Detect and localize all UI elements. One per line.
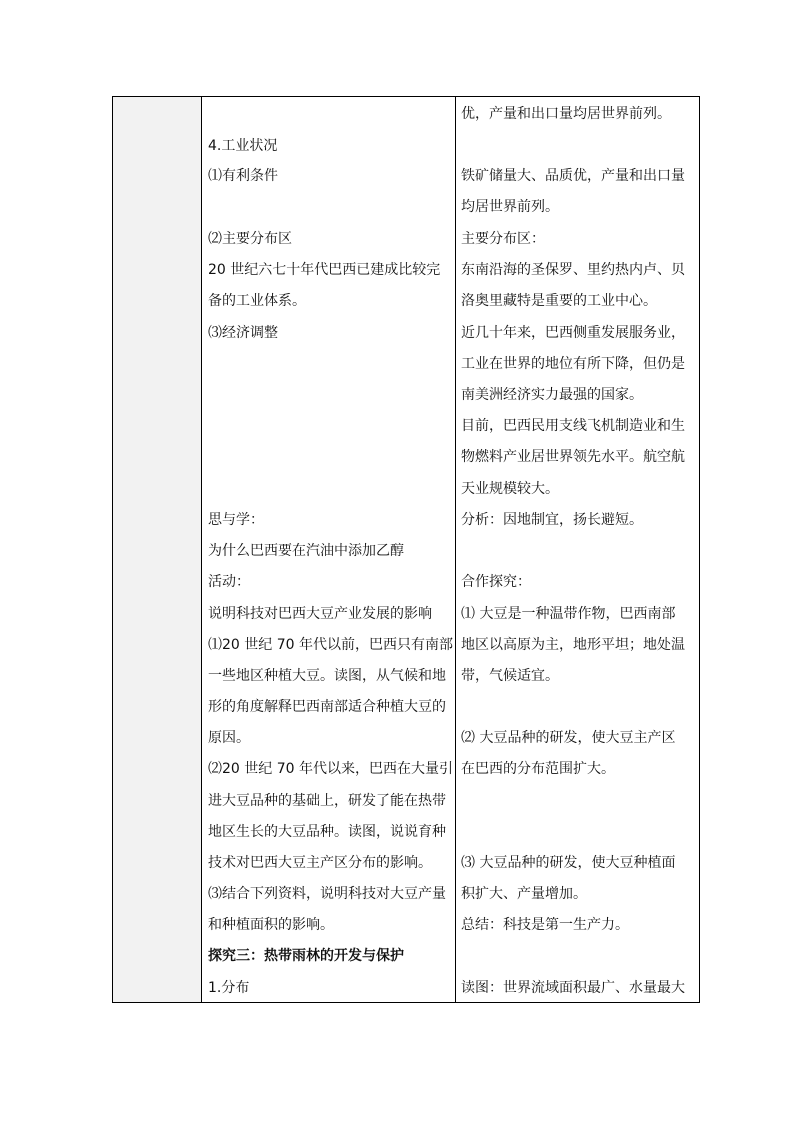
- text-line: 南美洲经济实力最强的国家。: [461, 387, 643, 403]
- text-line: 铁矿储量大、品质优，产量和出口量: [461, 168, 685, 184]
- text-line: 主要分布区：: [461, 231, 545, 247]
- middle-column-cell: [202, 97, 456, 1003]
- text-line: ⑴20 世纪 70 年代以前，巴西只有南部: [208, 637, 453, 653]
- text-line: 目前，巴西民用支线飞机制造业和生: [461, 418, 685, 434]
- text-line: ⑵ 大豆品种的研发，使大豆主产区: [461, 730, 676, 746]
- text-line: 原因。: [208, 730, 250, 746]
- text-line: 地区以高原为主，地形平坦；地处温: [461, 637, 685, 653]
- text-line: 4.工业状况: [208, 138, 278, 154]
- text-line: 东南沿海的圣保罗、里约热内卢、贝: [461, 262, 685, 278]
- text-line: 积扩大、产量增加。: [461, 886, 587, 902]
- text-line: ⑴有利条件: [208, 168, 278, 184]
- text-line: 一些地区种植大豆。读图，从气候和地: [208, 668, 446, 684]
- text-line: 物燃料产业居世界领先水平。航空航: [461, 449, 685, 465]
- text-line: 天业规模较大。: [461, 481, 559, 497]
- text-line: 分析：因地制宜，扬长避短。: [461, 512, 643, 528]
- section-heading: 探究三：热带雨林的开发与保护: [208, 948, 404, 964]
- text-line: 20 世纪六七十年代巴西已建成比较完: [208, 262, 441, 278]
- text-line: 地区生长的大豆品种。读图，说说育种: [208, 824, 446, 840]
- text-line: 总结：科技是第一生产力。: [461, 917, 629, 933]
- text-line: 为什么巴西要在汽油中添加乙醇: [208, 543, 404, 559]
- text-line: 带，气候适宜。: [461, 668, 559, 684]
- text-line: 均居世界前列。: [461, 199, 559, 215]
- text-line: ⑵20 世纪 70 年代以来，巴西在大量引: [208, 761, 453, 777]
- text-line: ⑴ 大豆是一种温带作物，巴西南部: [461, 606, 676, 622]
- text-line: ⑶结合下列资料，说明科技对大豆产量: [208, 886, 446, 902]
- text-line: 1.分布: [208, 980, 250, 996]
- left-column-cell: [113, 97, 202, 1003]
- lesson-table: [112, 96, 700, 1003]
- text-line: 技术对巴西大豆主产区分布的影响。: [208, 855, 432, 871]
- text-line: 近几十年来，巴西侧重发展服务业，: [461, 325, 685, 341]
- text-line: 优，产量和出口量均居世界前列。: [461, 106, 671, 122]
- text-line: 和种植面积的影响。: [208, 917, 334, 933]
- right-column-cell: [456, 97, 700, 1003]
- text-line: ⑵主要分布区: [208, 231, 292, 247]
- text-line: 进大豆品种的基础上，研发了能在热带: [208, 793, 446, 809]
- text-line: 在巴西的分布范围扩大。: [461, 761, 615, 777]
- text-line: 形的角度解释巴西南部适合种植大豆的: [208, 699, 446, 715]
- table-row: [113, 97, 700, 1003]
- text-line: ⑶经济调整: [208, 325, 278, 341]
- text-line: 洛奥里藏特是重要的工业中心。: [461, 293, 657, 309]
- text-line: 说明科技对巴西大豆产业发展的影响: [208, 606, 432, 622]
- text-line: 读图：世界流域面积最广、水量最大: [461, 980, 685, 996]
- text-line: 合作探究：: [461, 574, 531, 590]
- text-line: 工业在世界的地位有所下降，但仍是: [461, 356, 685, 372]
- text-line: ⑶ 大豆品种的研发，使大豆种植面: [461, 855, 676, 871]
- text-line: 备的工业体系。: [208, 293, 306, 309]
- text-line: 思与学：: [208, 512, 264, 528]
- text-line: 活动：: [208, 574, 250, 590]
